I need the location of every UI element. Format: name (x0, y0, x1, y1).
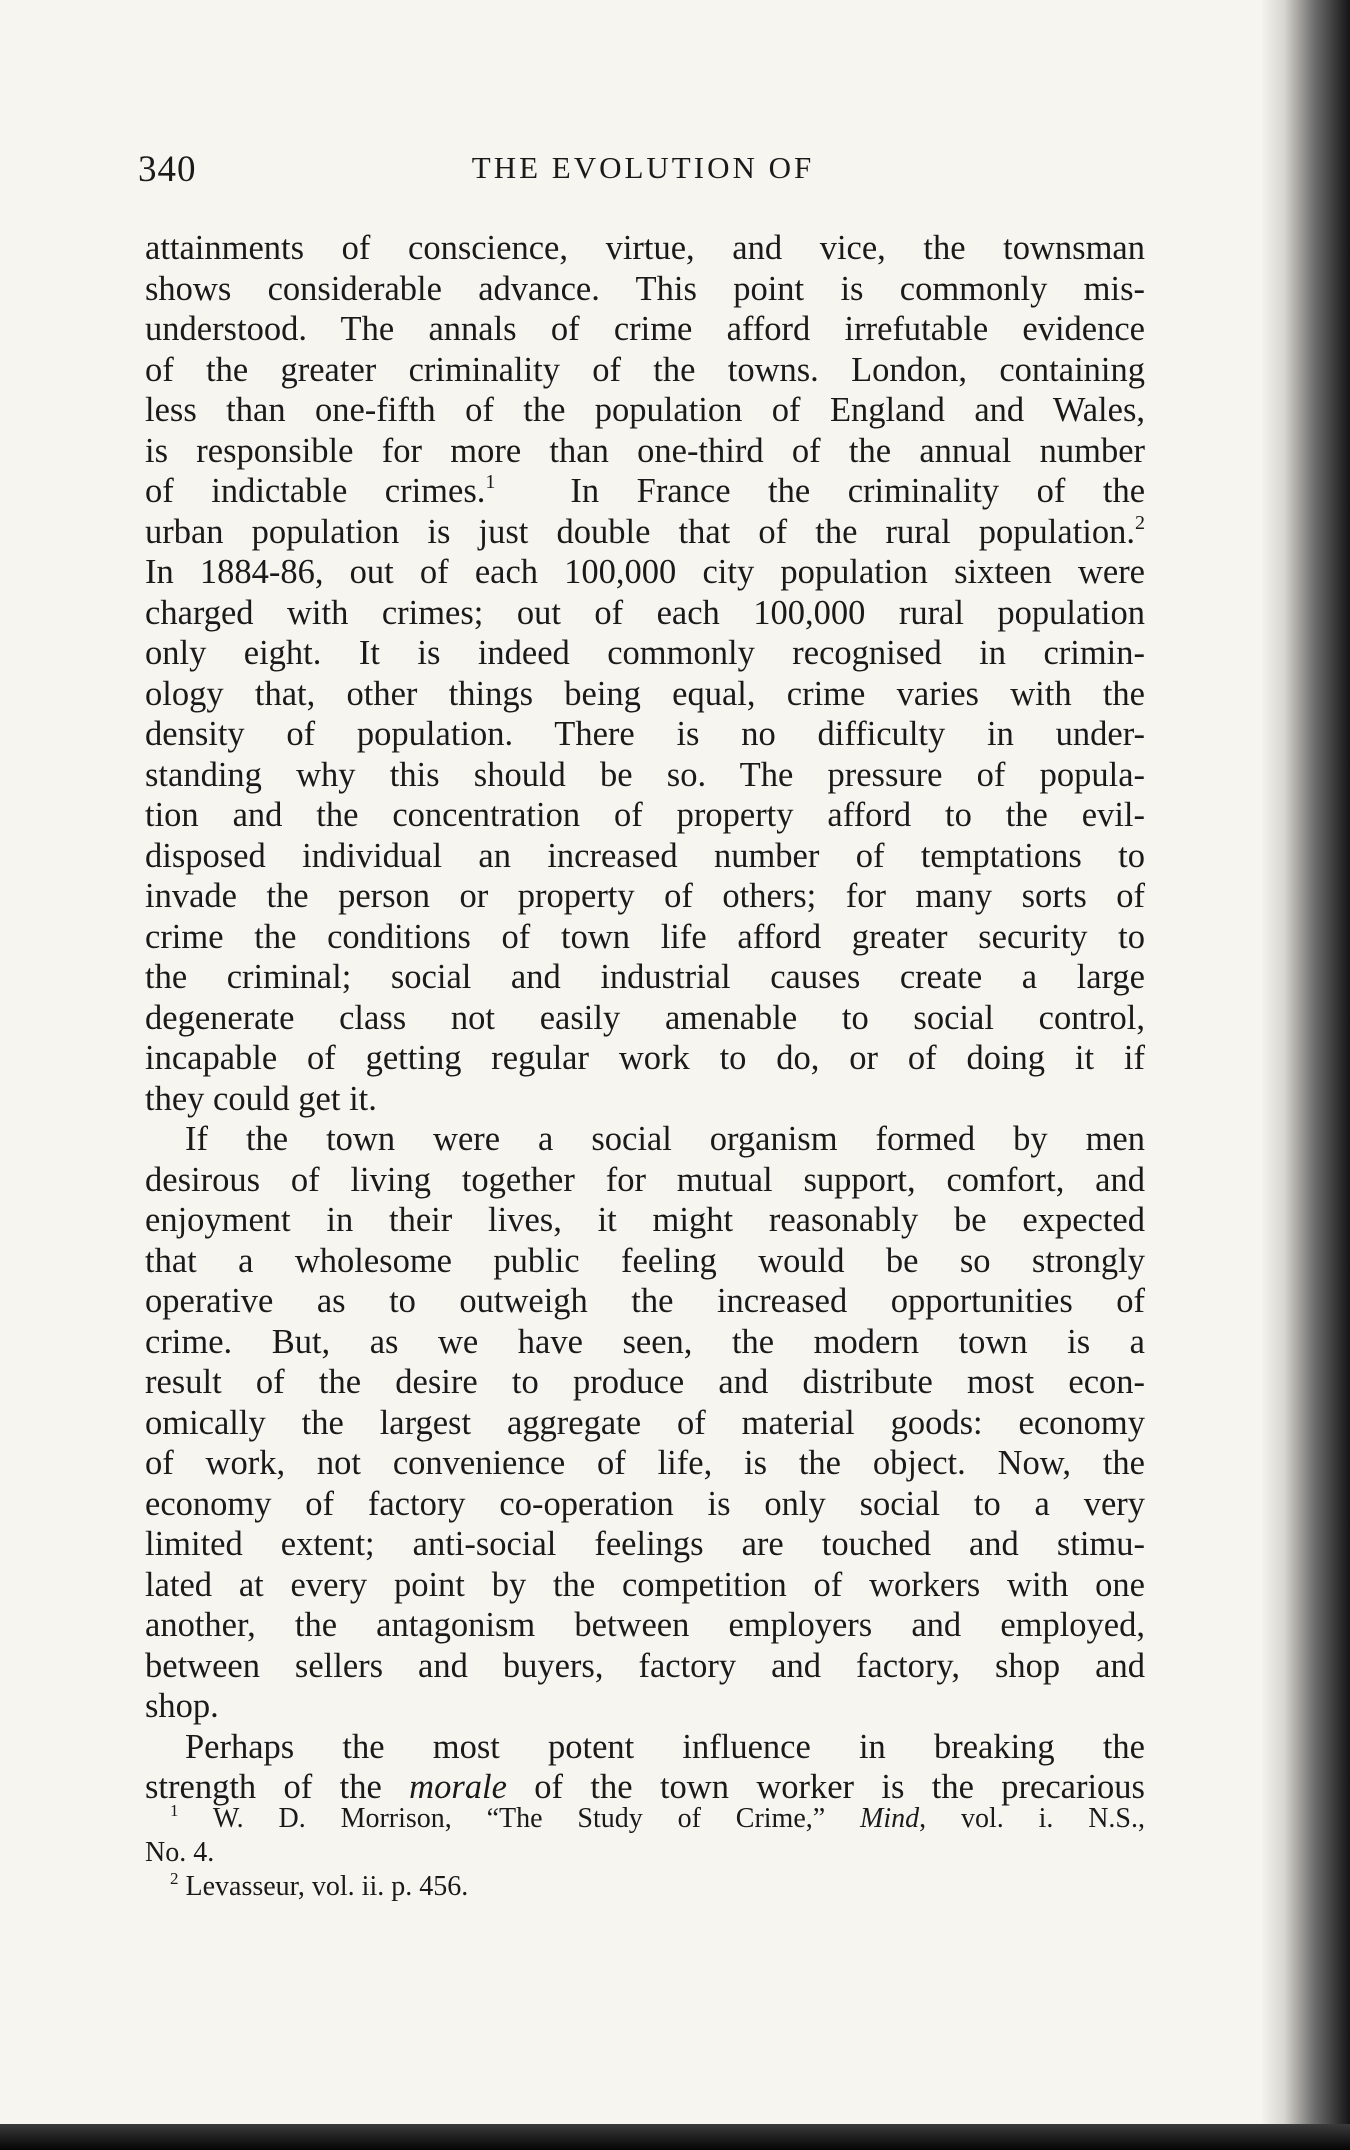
text-line: invade the person or property of others; for many sorts of (145, 877, 1145, 915)
line-part: of the town worker is the precarious (506, 1768, 1145, 1806)
text-line: density of population. There is no difficulty in under- (145, 715, 1145, 753)
text-line: is responsible for more than one-third of the annual number (145, 431, 1145, 470)
text-line: they could get it. (145, 1079, 377, 1118)
footnote-italic: Mind (860, 1803, 920, 1834)
text-line: tion and the concentration of property afford to the evil- (145, 796, 1145, 834)
text-line: disposed individual an increased number of temptations to (145, 836, 1145, 875)
text-line: crime the conditions of town life afford greater security to (145, 917, 1145, 956)
text-line: that a wholesome public feeling would be so strongly (145, 1241, 1145, 1280)
text-line (145, 471, 1145, 512)
footnote-2 (145, 1870, 1145, 1904)
text-line: desirous of living together for mutual support, comfort, and (145, 1160, 1145, 1199)
footnotes (145, 1802, 1145, 1904)
body-text (145, 228, 1145, 1808)
text-line: If the town were a social organism formed by men (185, 1120, 1145, 1158)
text-line: attainments of conscience, virtue, and vice, the townsman (145, 229, 1145, 267)
text-line: ology that, other things being equal, crime varies with the (145, 674, 1145, 713)
footnote-1-continuation: No. 4. (145, 1837, 215, 1868)
text-line: lated at every point by the competition of workers with one (145, 1565, 1145, 1604)
footnote-1 (145, 1802, 1145, 1836)
text-line: economy of factory co-operation is only social to a very (145, 1484, 1145, 1523)
text-line: only eight. It is indeed commonly recognised in crimin- (145, 634, 1145, 672)
text-line: of the greater criminality of the towns. London, containing (145, 350, 1145, 389)
text-line: Perhaps the most potent influence in breaking the (185, 1727, 1145, 1766)
text-line (145, 512, 1145, 553)
text-line: understood. The annals of crime afford irrefutable evidence (145, 310, 1145, 348)
text-line: degenerate class not easily amenable to social control, (145, 998, 1145, 1037)
page-bottom-edge (0, 2124, 1350, 2150)
text-line: the criminal; social and industrial causes create a large (145, 958, 1145, 996)
text-line: shows considerable advance. This point is commonly mis- (145, 269, 1145, 308)
text-line: shop. (145, 1687, 219, 1725)
text-line: another, the antagonism between employers and employed, (145, 1606, 1145, 1644)
text-line: omically the largest aggregate of material goods: economy (145, 1403, 1145, 1442)
line-part: In France the criminality of the (570, 472, 1146, 510)
text-line: standing why this should be so. The pressure of popula- (145, 755, 1145, 794)
footnote-marker: 2 (170, 1869, 179, 1888)
text-line: enjoyment in their lives, it might reasonably be expected (145, 1201, 1145, 1239)
text-line: less than one-fifth of the population of England and Wales, (145, 391, 1145, 429)
text-line: operative as to outweigh the increased opportunities of (145, 1282, 1145, 1320)
line-part: strength of the (145, 1768, 410, 1806)
text-line: of work, not convenience of life, is the object. Now, the (145, 1444, 1145, 1482)
line-part: of indictable crimes. (145, 472, 486, 510)
page-number: 340 (138, 149, 197, 190)
footnote-ref-1: 1 (485, 471, 496, 493)
line-part: urban population is just double that of the rural population. (145, 512, 1135, 551)
footnote-text: , vol. i. N.S., (919, 1803, 1145, 1834)
book-binding-shadow (1262, 0, 1350, 2150)
text-line: incapable of getting regular work to do, or of doing it if (145, 1039, 1145, 1077)
text-line: charged with crimes; out of each 100,000 rural population (145, 593, 1145, 632)
text-line: result of the desire to produce and distribute most econ- (145, 1363, 1145, 1401)
footnote-marker: 1 (170, 1801, 179, 1820)
footnote-ref-2: 2 (1135, 511, 1145, 534)
footnote-text: Levasseur, vol. ii. p. 456. (178, 1871, 469, 1902)
text-line: In 1884-86, out of each 100,000 city population sixteen were (145, 553, 1145, 591)
footnote-text: W. D. Morrison, “The Study of Crime,” (178, 1803, 861, 1834)
page-header (138, 148, 1148, 198)
text-line: crime. But, as we have seen, the modern town is a (145, 1322, 1145, 1361)
text-line: between sellers and buyers, factory and factory, shop and (145, 1646, 1145, 1685)
running-title: THE EVOLUTION OF (471, 150, 815, 185)
text-line: limited extent; anti-social feelings are touched and stimu- (145, 1525, 1145, 1563)
italic-word: morale (409, 1768, 507, 1806)
